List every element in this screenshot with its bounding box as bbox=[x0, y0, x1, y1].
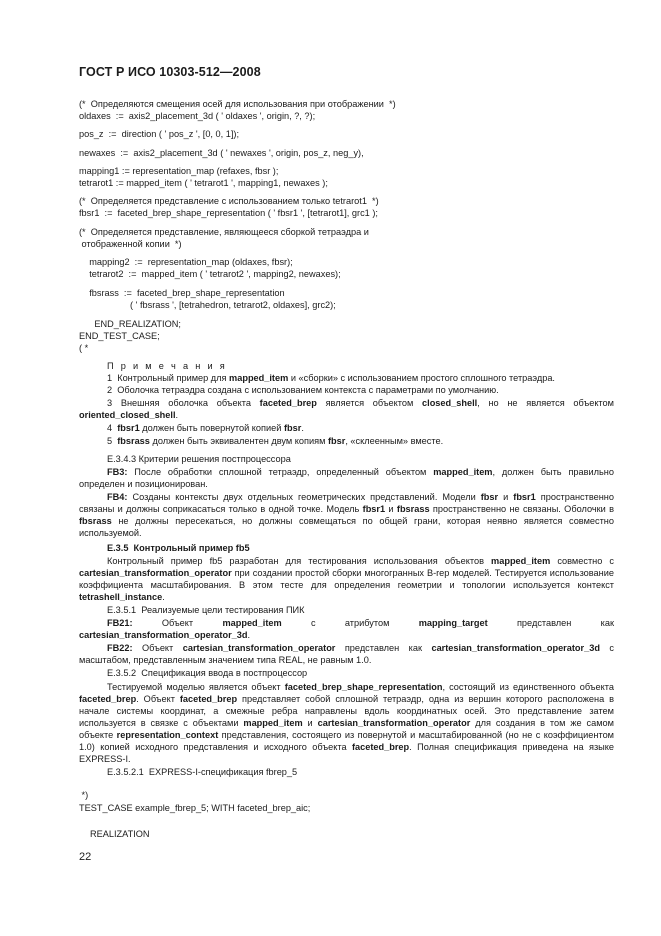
criterion-fb3: FB3: После обработки сплошной тетраэдр, определенный объектом mapped_item, должен быть правильно определен и позиционирован. bbox=[79, 467, 614, 489]
section-heading: E.3.5 Контрольный пример fb5 bbox=[107, 543, 250, 553]
code-line: TEST_CASE example_fbrep_5; WITH faceted_brep_aic; bbox=[79, 803, 311, 813]
note-4: 4 fbsr1 должен быть повернутой копией fbsr. bbox=[107, 423, 304, 433]
code-line: mapping1 := representation_map (refaxes, fbsr ); bbox=[79, 166, 279, 176]
section-heading: E.3.5.2.1 EXPRESS-I-спецификация fbrep_5 bbox=[107, 767, 298, 777]
code-line: (* Определяются смещения осей для использования при отображении *) bbox=[79, 99, 396, 109]
code-line: END_TEST_CASE; bbox=[79, 331, 160, 341]
code-line: END_REALIZATION; bbox=[79, 319, 181, 329]
notes-heading: П р и м е ч а н и я bbox=[107, 361, 228, 371]
code-line: REALIZATION bbox=[90, 829, 150, 839]
note-2: 2 Оболочка тетраэдра создана с использованием контекста с параметрами по умолчанию. bbox=[107, 385, 499, 395]
code-line: mapping2 := representation_map (oldaxes, fbsr); bbox=[79, 257, 293, 267]
code-line: (* Определяется представление, являющееся сборкой тетраэдра и bbox=[79, 227, 369, 237]
code-line: *) bbox=[79, 790, 89, 800]
paragraph-e352: Тестируемой моделью является объект faceted_brep_shape_representation, состоящий из единственного объекта faceted_brep. Объект faceted_brep представляет собой сплошной тетраэдр, одна из вершин которого расположена в начале системы координат, а смежные ребра направлены вдоль координатных осей. Это представление затем используется в связке с объектами mapped_item и cartesian_transformation_operator для создания в том же самом объекте representation_context представления, состоящего из повернутой и масштабированной (но не с коэффициентом 1.0) копией исходного представления и исходного объекта faceted_brep. Полная спецификация приведена на языке EXPRESS-I. bbox=[79, 682, 615, 764]
code-line: ( ' fbsrass ', [tetrahedron, tetrarot2, oldaxes], grc2); bbox=[79, 300, 336, 310]
section-heading: E.3.4.3 Критерии решения постпроцессора bbox=[107, 454, 291, 464]
code-line: fbsr1 := faceted_brep_shape_representation ( ' fbsr1 ', [tetrarot1], grc1 ); bbox=[79, 208, 378, 218]
section-heading: E.3.5.2 Спецификация ввода в постпроцессор bbox=[107, 668, 308, 678]
code-line: ( * bbox=[79, 343, 89, 353]
page-number: 22 bbox=[79, 851, 92, 863]
code-line: newaxes := axis2_placement_3d ( ' newaxes ', origin, pos_z, neg_y), bbox=[79, 148, 364, 158]
code-line: tetrarot2 := mapped_item ( ' tetrarot2 ', mapping2, newaxes); bbox=[79, 269, 341, 279]
code-line: (* Определяется представление с использованием только tetrarot1 *) bbox=[79, 196, 379, 206]
note-5: 5 fbsrass должен быть эквивалентен двум копиям fbsr, «склеенным» вместе. bbox=[107, 436, 444, 446]
document-header: ГОСТ Р ИСО 10303-512—2008 bbox=[79, 65, 261, 79]
code-line: fbsrass := faceted_brep_shape_representation bbox=[79, 288, 285, 298]
code-line: tetrarot1 := mapped_item ( ' tetrarot1 ', mapping1, newaxes ); bbox=[79, 178, 328, 188]
criterion-fb4: FB4: Созданы контексты двух отдельных геометрических представлений. Модели fbsr и fbsr1 пространственно связаны и должны соприкасаться только в одной точке. Модель fbsr1 и fbsrass пространственно не связаны. Оболочки в fbsrass не должны пересекаться, но должны совмещаться по общей грани, которая неявно является совместно используемой. bbox=[79, 492, 614, 538]
objective-fb21: FB21: Объект mapped_item с атрибутом mapping_target представлен как cartesian_transformation_operator_3d. bbox=[79, 618, 614, 640]
code-line: pos_z := direction ( ' pos_z ', [0, 0, 1]); bbox=[79, 129, 240, 139]
note-3: 3 Внешняя оболочка объекта faceted_brep является объектом closed_shell, но не является объектом oriented_closed_shell. bbox=[79, 398, 614, 420]
note-1: 1 Контрольный пример для mapped_item и «сборки» с использованием простого сплошного тетраэдра. bbox=[107, 373, 555, 383]
section-heading: E.3.5.1 Реализуемые цели тестирования ПИК bbox=[107, 605, 305, 615]
code-line: отображенной копии *) bbox=[79, 239, 182, 249]
code-line: oldaxes := axis2_placement_3d ( ' oldaxes ', origin, ?, ?); bbox=[79, 111, 316, 121]
objective-fb22: FB22: Объект cartesian_transformation_operator представлен как cartesian_transformation_operator_3d с масштабом, представленным значением типа REAL, не равным 1.0. bbox=[79, 643, 614, 665]
paragraph-e35: Контрольный пример fb5 разработан для тестирования использования объектов mapped_item совместно с cartesian_transformation_operator при создании простой сборки многогранных B-rep моделей. Тестируется использование коэффициента масштабирования. В этом тесте для определения геометрии и топологии используется контекст tetrashell_instance. bbox=[79, 556, 614, 602]
